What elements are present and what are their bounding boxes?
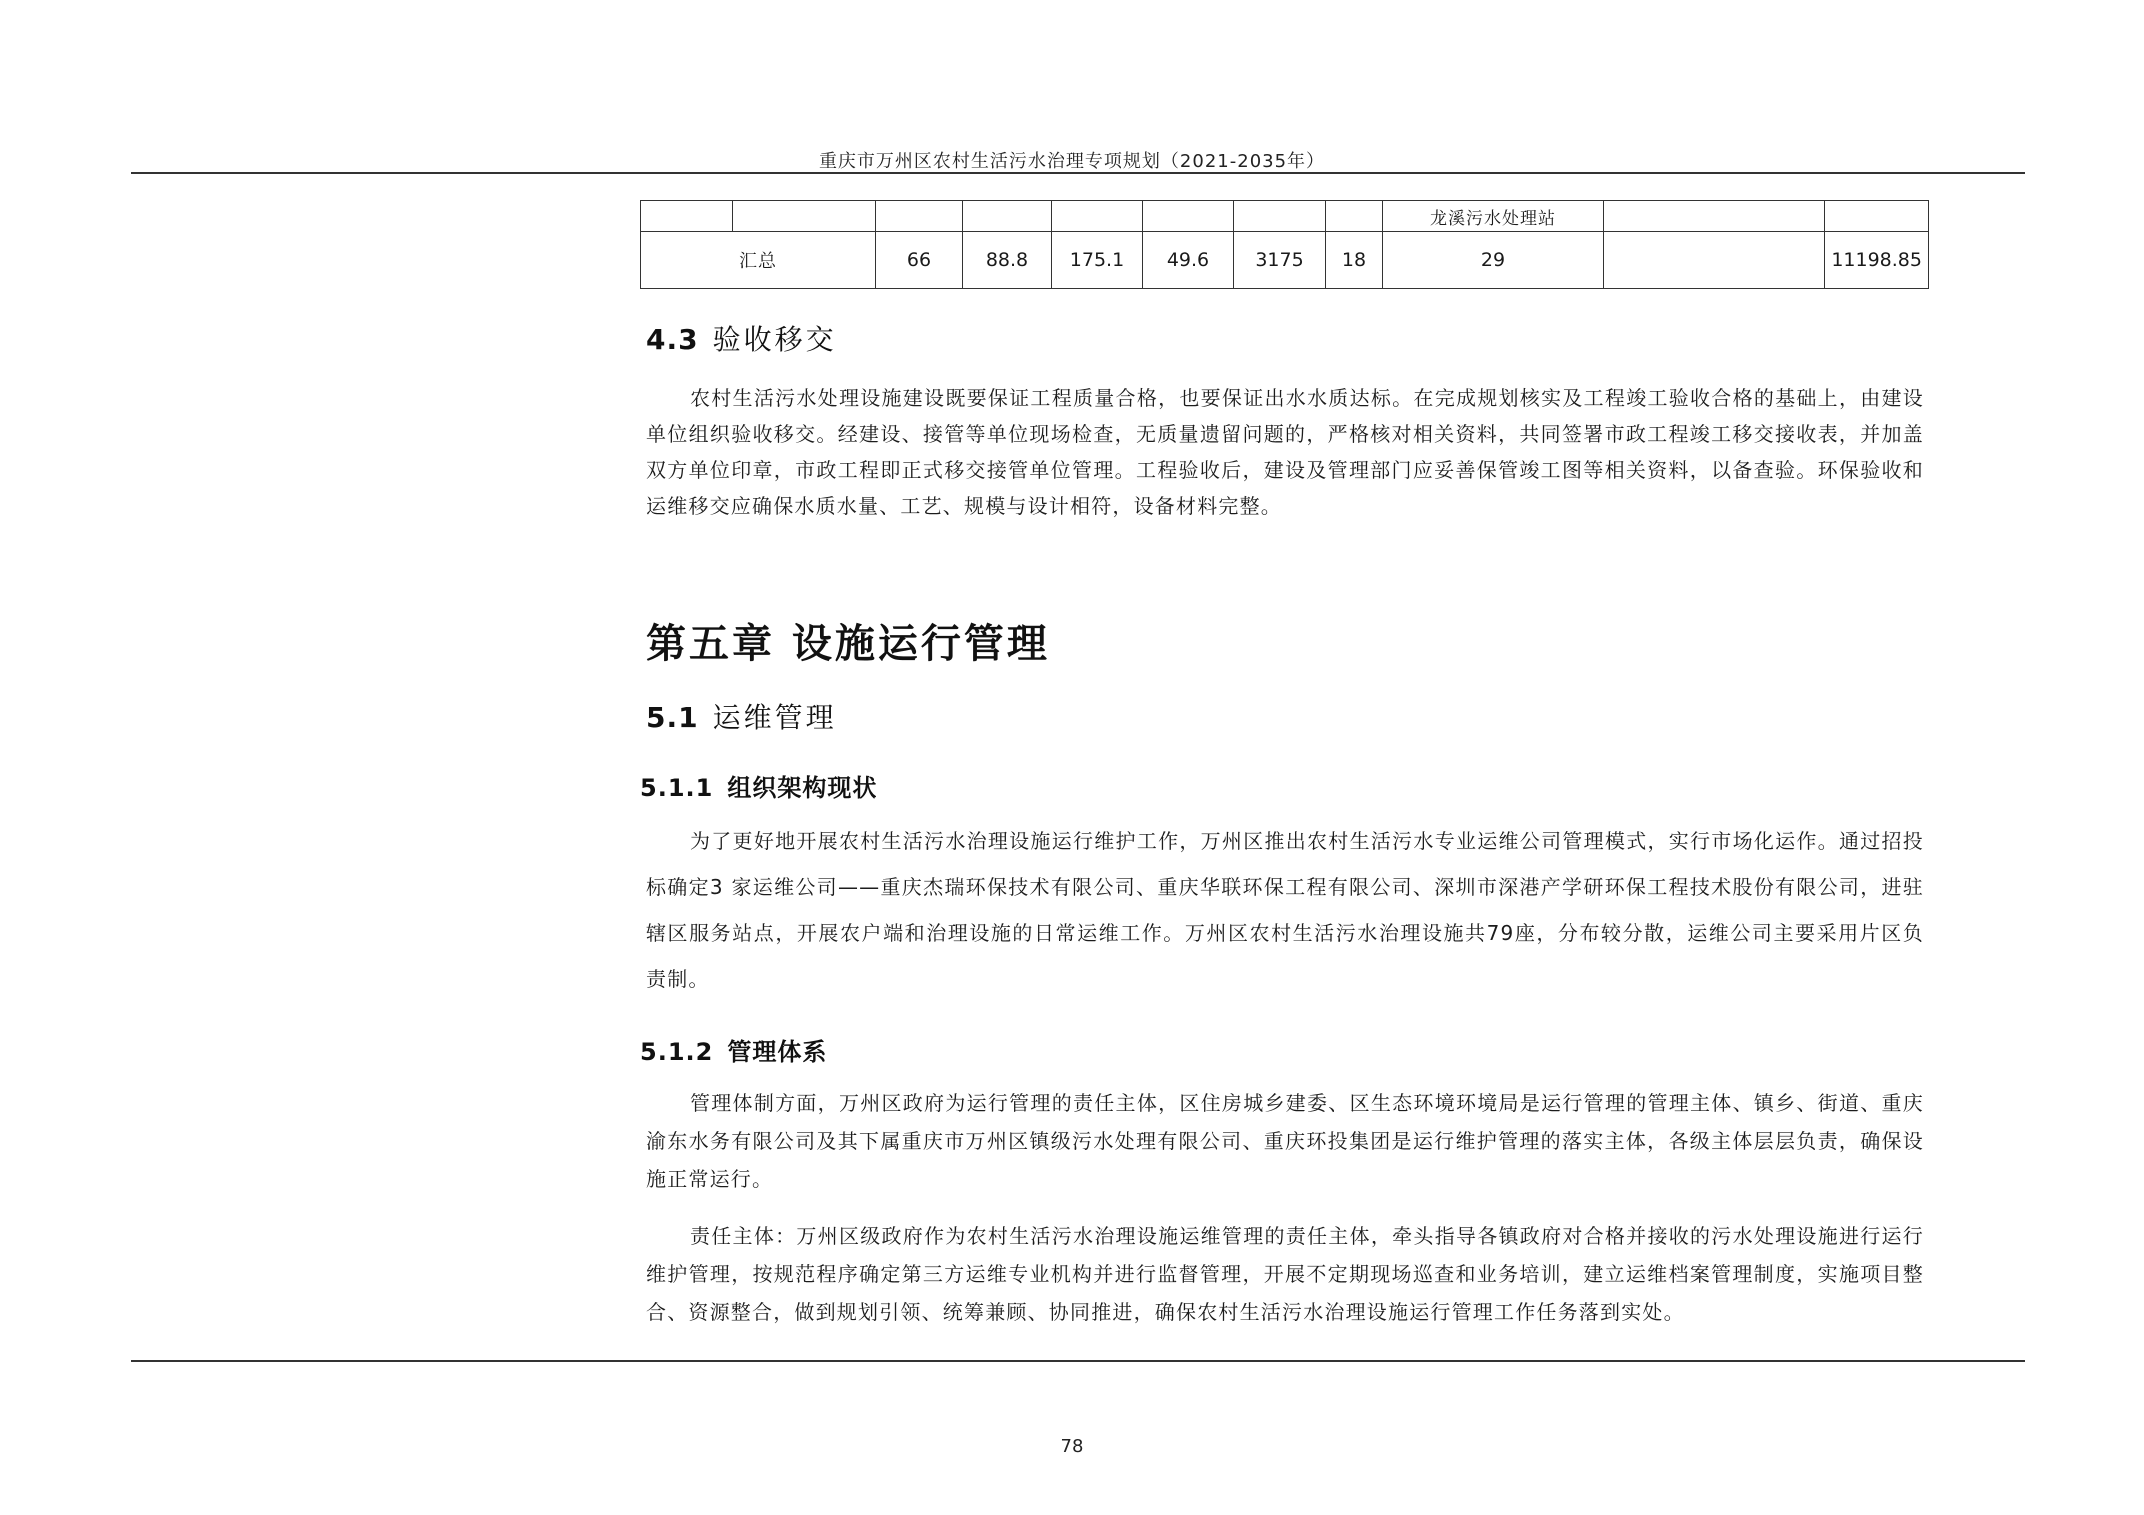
table-cell	[1604, 232, 1825, 289]
table-cell: 3175	[1234, 232, 1326, 289]
section-heading-5-1-1	[640, 768, 877, 803]
table-cell	[963, 201, 1052, 232]
table-cell	[641, 201, 733, 232]
footer-rule	[131, 1360, 2025, 1362]
table-cell	[1234, 201, 1326, 232]
section-number: 5.1.2	[640, 1038, 714, 1066]
table-cell	[1052, 201, 1143, 232]
header-rule	[131, 172, 2025, 174]
table-row-summary	[641, 232, 1929, 289]
table-cell: 49.6	[1143, 232, 1234, 289]
paragraph-acceptance: 农村生活污水处理设施建设既要保证工程质量合格，也要保证出水水质达标。在完成规划核实及工程竣工验收合格的基础上，由建设单位组织验收移交。经建设、接管等单位现场检查，无质量遗留问题的，严格核对相关资料，共同签署市政工程竣工移交接收表，并加盖双方单位印章，市政工程即正式移交接管单位管理。工程验收后，建设及管理部门应妥善保管竣工图等相关资料，以备查验。环保验收和运维移交应确保水质水量、工艺、规模与设计相符，设备材料完整。	[646, 386, 1924, 518]
paragraph-organization: 为了更好地开展农村生活污水治理设施运行维护工作，万州区推出农村生活污水专业运维公司管理模式，实行市场化运作。通过招投标确定3 家运维公司——重庆杰瑞环保技术有限公司、重庆华联环保工程有限公司、深圳市深港产学研环保工程技术股份有限公司，进驻辖区服务站点，开展农户端和治理设施的日常运维工作。万州区农村生活污水治理设施共79座，分布较分散，运维公司主要采用片区负责制。	[646, 829, 1924, 991]
section-title: 验收移交	[712, 323, 837, 356]
table-cell: 175.1	[1052, 232, 1143, 289]
paragraph-responsibility: 责任主体：万州区级政府作为农村生活污水治理设施运维管理的责任主体，牵头指导各镇政府对合格并接收的污水处理设施进行运行维护管理，按规范程序确定第三方运维专业机构并进行监督管理，开展不定期现场巡查和业务培训，建立运维档案管理制度，实施项目整合、资源整合，做到规划引领、统筹兼顾、协同推进，确保农村生活污水治理设施运行管理工作任务落到实处。	[646, 1224, 1924, 1324]
section-number: 5.1.1	[640, 774, 714, 802]
table-cell: 66	[876, 232, 963, 289]
chapter-title: 第五章 设施运行管理	[646, 621, 1050, 667]
table-row	[641, 201, 1929, 232]
table-cell	[1604, 201, 1825, 232]
table-cell-station: 龙溪污水处理站	[1383, 201, 1604, 232]
table-cell	[1143, 201, 1234, 232]
section-title: 运维管理	[712, 701, 837, 734]
table-cell	[1825, 201, 1929, 232]
section-number: 5.1	[646, 701, 699, 734]
table-cell: 88.8	[963, 232, 1052, 289]
section-heading-4-3	[646, 318, 837, 358]
page-header-title: 重庆市万州区农村生活污水治理专项规划（2021-2035年）	[818, 151, 1326, 172]
table-cell	[876, 201, 963, 232]
section-number: 4.3	[646, 323, 699, 356]
section-title: 管理体系	[727, 1038, 828, 1066]
section-heading-5-1-2	[640, 1032, 827, 1067]
section-heading-5-1	[646, 696, 837, 736]
page-number: 78	[1060, 1436, 1084, 1457]
table-cell	[1326, 201, 1383, 232]
table-cell-label: 汇总	[641, 232, 876, 289]
section-title: 组织架构现状	[727, 774, 878, 802]
paragraph-management-system: 管理体制方面，万州区政府为运行管理的责任主体，区住房城乡建委、区生态环境环境局是运行管理的管理主体、镇乡、街道、重庆渝东水务有限公司及其下属重庆市万州区镇级污水处理有限公司、重庆环投集团是运行维护管理的落实主体，各级主体层层负责，确保设施正常运行。	[646, 1091, 1924, 1191]
summary-table	[640, 200, 1929, 289]
table-cell	[733, 201, 876, 232]
table-cell: 18	[1326, 232, 1383, 289]
table-cell-total: 11198.85	[1825, 232, 1929, 289]
table-cell: 29	[1383, 232, 1604, 289]
